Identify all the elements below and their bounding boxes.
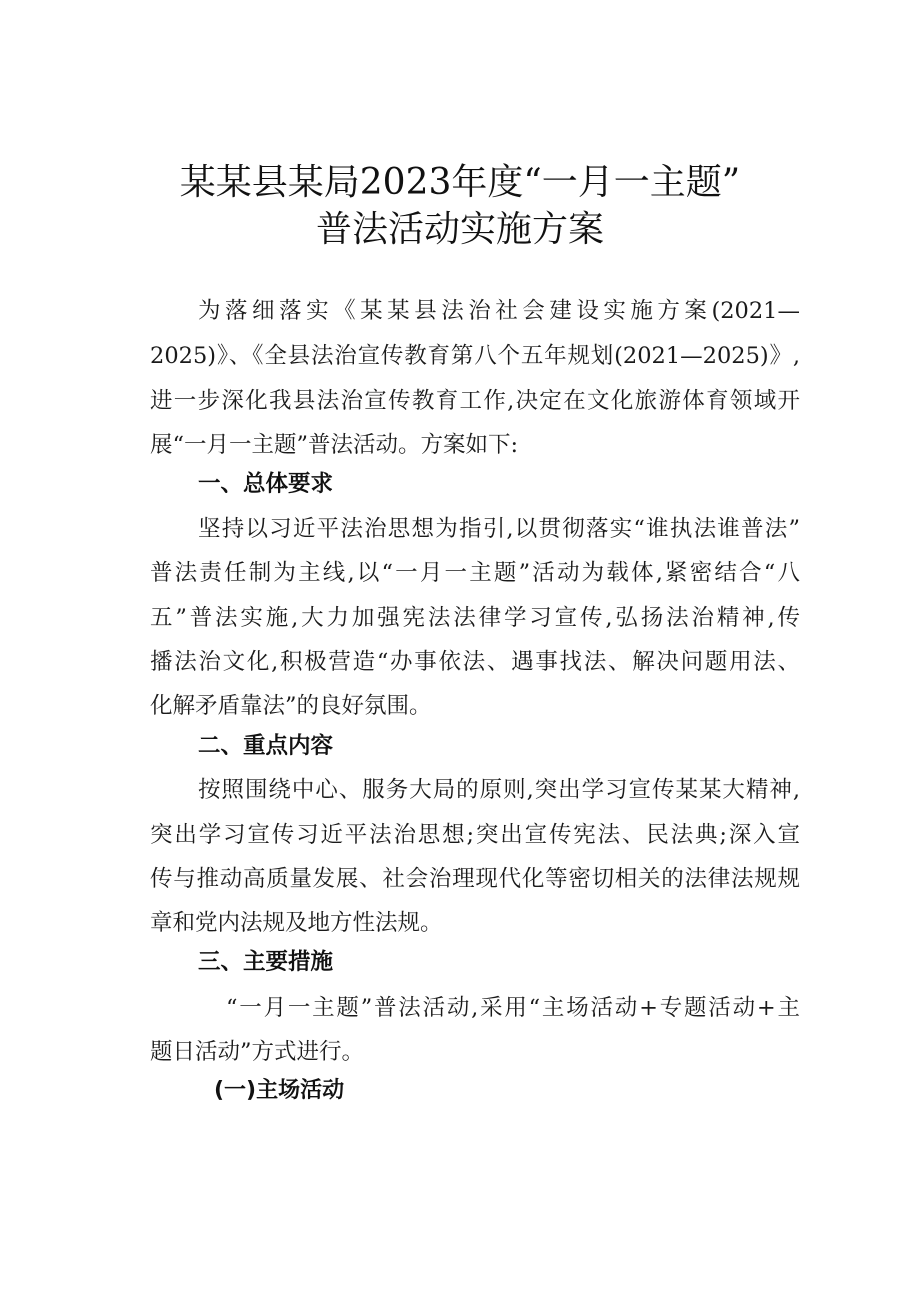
section-heading-overall-requirements: 一、总体要求: [198, 471, 334, 497]
section1-line-1: 坚持以习近平法治思想为指引,以贯彻落实“谁执法谁普法”: [198, 516, 800, 542]
section3-line-2: 题日活动”方式进行。: [150, 1039, 365, 1065]
section1-line-5: 化解矛盾靠法”的良好氛围。: [150, 693, 432, 719]
section2-line-1: 按照围绕中心、服务大局的原则,突出学习宣传某某大精神,: [198, 777, 800, 803]
intro-line-4: 展“一月一主题”普法活动。方案如下:: [150, 432, 519, 458]
section1-line-4: 播法治文化,积极营造“办事依法、遇事找法、解决问题用法、: [150, 649, 800, 675]
section2-line-2: 突出学习宣传习近平法治思想;突出宣传宪法、民法典;深入宣: [150, 822, 800, 848]
subheading-main-activity: (一)主场活动: [214, 1078, 345, 1103]
intro-line-2: 2025)》、《全县法治宣传教育第八个五年规划(2021—2025)》,: [150, 343, 800, 369]
intro-line-1: 为落细落实《某某县法治社会建设实施方案(2021—: [198, 298, 800, 324]
section2-line-4: 章和党内法规及地方性法规。: [150, 910, 443, 936]
intro-line-3: 进一步深化我县法治宣传教育工作,决定在文化旅游体育领域开: [150, 388, 800, 414]
document-title-line-1: 某某县某局2023年度“一月一主题”: [179, 162, 741, 203]
section1-line-2: 普法责任制为主线,以“一月一主题”活动为载体,紧密结合“八: [150, 560, 800, 586]
section2-line-3: 传与推动高质量发展、社会治理现代化等密切相关的法律法规规: [150, 866, 800, 892]
section-heading-main-measures: 三、主要措施: [198, 949, 334, 975]
document-title-line-2: 普法活动实施方案: [315, 209, 604, 250]
section1-line-3: 五”普法实施,大力加强宪法法律学习宣传,弘扬法治精神,传: [150, 605, 800, 631]
section3-line-1: “一月一主题”普法活动,采用“主场活动+专题活动+主: [226, 995, 800, 1021]
section-heading-key-content: 二、重点内容: [198, 733, 334, 759]
